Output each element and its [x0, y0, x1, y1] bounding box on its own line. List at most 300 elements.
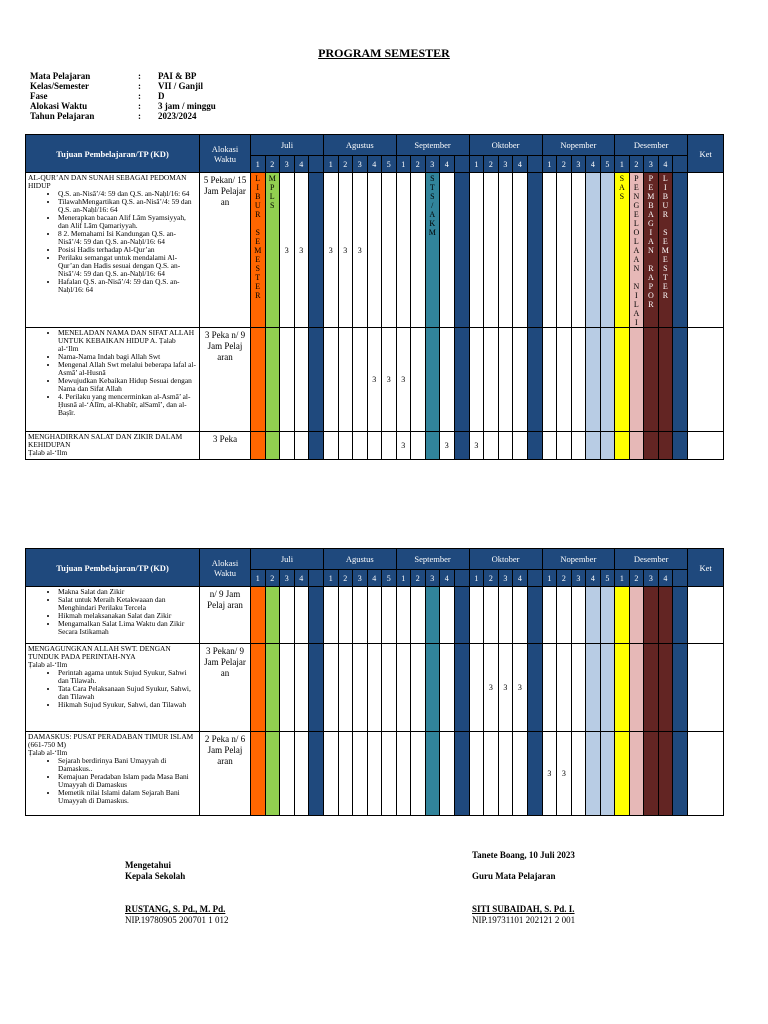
separator-cell — [527, 644, 542, 732]
week-cell — [600, 587, 615, 644]
week-number: 1 — [324, 156, 339, 173]
week-cell — [542, 173, 557, 328]
week-cell — [324, 732, 339, 816]
week-cell — [469, 328, 484, 432]
week-cell — [571, 732, 586, 816]
week-number: 1 — [542, 570, 557, 587]
info-row: Mata Pelajaran : PAI & BP — [30, 71, 197, 81]
week-cell — [367, 173, 382, 328]
week-number: 4 — [294, 570, 309, 587]
week-cell — [382, 732, 397, 816]
separator-cell — [309, 732, 324, 816]
week-cell — [251, 587, 266, 644]
week-cell — [367, 644, 382, 732]
week-cell: 3 — [353, 173, 368, 328]
program-table-1 — [25, 134, 724, 460]
week-cell — [367, 432, 382, 460]
week-number: 5 — [382, 156, 397, 173]
week-cell — [615, 732, 630, 816]
week-number: 3 — [425, 156, 440, 173]
week-cell — [324, 644, 339, 732]
week-cell: 3 — [294, 173, 309, 328]
header-alokasi: Alokasi Waktu — [200, 135, 251, 173]
tp-item: • 4. Perilaku yang mencerminkan al-Asmā’ al-Ḥusnā al-‘Alīm, al-Khabīr, alSamī’, dan al-Baṣīr. — [58, 393, 197, 417]
table-row — [26, 173, 724, 328]
week-number: 3 — [571, 156, 586, 173]
table-row — [26, 732, 724, 816]
separator-cell — [673, 732, 688, 816]
separator-cell — [527, 432, 542, 460]
week-cell — [265, 587, 280, 644]
week-cell — [382, 644, 397, 732]
month-header: Desember — [615, 135, 688, 156]
tp-title: MENGHADIRKAN SALAT DAN ZIKIR DALAM KEHIDUPAN — [28, 432, 183, 449]
week-cell — [557, 644, 572, 732]
week-cell: 3 — [484, 644, 499, 732]
week-cell — [498, 432, 513, 460]
week-number: 4 — [586, 156, 601, 173]
tp-item: • Mengenal Allah Swt melalui beberapa lafal al-Asmā’ al-Husnā — [58, 361, 197, 377]
week-number: 2 — [629, 570, 644, 587]
week-cell — [484, 328, 499, 432]
week-cell — [425, 328, 440, 432]
tp-cell — [26, 587, 200, 644]
week-cell — [338, 328, 353, 432]
week-cell: 3 — [513, 644, 528, 732]
week-cell — [586, 173, 601, 328]
tp-item: • Perilaku semangat untuk mendalami Al-Qur’an dan Hadis sesuai dengan Q.S. an-Nisā’/4: 59 dan Q.S. an-Naḥl/16: 64 — [58, 254, 197, 278]
week-cell — [353, 328, 368, 432]
signature-left: Mengetahui Kepala Sekolah RUSTANG, S. Pd., M. Pd. NIP.19780905 200701 1 012 — [125, 860, 229, 925]
week-cell — [353, 587, 368, 644]
week-number: 1 — [615, 570, 630, 587]
week-cell — [396, 173, 411, 328]
week-cell: 3 — [367, 328, 382, 432]
alokasi-cell: 3 Peka n/ 9 Jam Pelaj aran — [200, 328, 251, 432]
ket-cell — [688, 644, 724, 732]
ket-cell — [688, 432, 724, 460]
week-number: 4 — [658, 156, 673, 173]
info-row: Alokasi Waktu : 3 jam / minggu — [30, 101, 216, 111]
week-cell — [658, 587, 673, 644]
week-cell — [571, 587, 586, 644]
tp-item: • TilawahMengartikan Q.S. an-Nisā’/4: 59 dan Q.S. an-Naḥl/16: 64 — [58, 198, 197, 214]
week-cell: S A S — [615, 173, 630, 328]
week-cell — [367, 732, 382, 816]
separator-cell — [454, 644, 469, 732]
week-cell — [469, 173, 484, 328]
month-header: September — [396, 549, 469, 570]
week-number: 2 — [265, 570, 280, 587]
info-row: Tahun Pelajaran : 2023/2024 — [30, 111, 197, 121]
week-number: 2 — [411, 156, 426, 173]
week-cell — [440, 587, 455, 644]
week-cell — [440, 644, 455, 732]
week-cell — [658, 644, 673, 732]
week-cell — [338, 732, 353, 816]
header-ket: Ket — [688, 135, 724, 173]
separator-cell — [673, 432, 688, 460]
week-cell — [629, 587, 644, 644]
week-number: 3 — [280, 570, 295, 587]
tp-item: • Menerapkan bacaan Alif Lām Syamsiyyah, dan Alif Lām Qamariyyah. — [58, 214, 197, 230]
week-number: 2 — [265, 156, 280, 173]
tp-item: • Salat untuk Meraih Ketakwaaan dan Menghindari Perilaku Tercela — [58, 596, 197, 612]
tp-item: • Nama-Nama Indah bagi Allah Swt — [58, 353, 197, 361]
month-header: September — [396, 135, 469, 156]
week-cell — [280, 644, 295, 732]
tp-cell — [26, 173, 200, 328]
week-number: 3 — [644, 156, 659, 173]
week-number: 2 — [338, 156, 353, 173]
tp-title: AL-QUR’AN DAN SUNAH SEBAGAI PEDOMAN HIDUP — [28, 173, 187, 190]
week-cell — [251, 732, 266, 816]
week-cell — [513, 328, 528, 432]
week-cell — [629, 432, 644, 460]
week-cell: S T S / A K M — [425, 173, 440, 328]
week-cell — [586, 587, 601, 644]
week-cell — [615, 587, 630, 644]
week-cell — [629, 732, 644, 816]
week-cell: 3 — [469, 432, 484, 460]
info-block — [30, 71, 216, 121]
week-cell — [658, 732, 673, 816]
week-cell — [396, 587, 411, 644]
week-cell — [251, 432, 266, 460]
week-cell — [280, 732, 295, 816]
month-header: Oktober — [469, 549, 542, 570]
week-number: 3 — [353, 156, 368, 173]
week-cell — [513, 587, 528, 644]
headmaster-name: RUSTANG, S. Pd., M. Pd. — [125, 904, 226, 914]
week-cell: L I B U R S E M E S T E R — [251, 173, 266, 328]
week-number: 2 — [629, 156, 644, 173]
separator-cell — [527, 732, 542, 816]
tp-cell — [26, 644, 200, 732]
week-cell — [411, 328, 426, 432]
week-cell — [600, 432, 615, 460]
week-cell — [265, 328, 280, 432]
week-cell — [498, 587, 513, 644]
week-number: 1 — [324, 570, 339, 587]
week-cell: 3 — [338, 173, 353, 328]
week-number: 4 — [586, 570, 601, 587]
week-cell: 3 — [396, 432, 411, 460]
week-cell — [353, 732, 368, 816]
week-cell — [557, 587, 572, 644]
week-cell — [600, 732, 615, 816]
week-cell — [280, 432, 295, 460]
week-cell — [571, 432, 586, 460]
separator-cell — [673, 644, 688, 732]
tp-item: • Perintah agama untuk Sujud Syukur, Sahwi dan Tilawah. — [58, 669, 197, 685]
week-cell — [644, 644, 659, 732]
week-cell — [324, 328, 339, 432]
tp-item: • 8 2. Memahami Isi Kandungan Q.S. an-Nisā’/4: 59 dan Q.S. an-Naḥl/16: 64 — [58, 230, 197, 246]
week-cell — [294, 587, 309, 644]
week-cell — [571, 328, 586, 432]
week-number: 4 — [513, 570, 528, 587]
week-number: 2 — [338, 570, 353, 587]
month-header: Oktober — [469, 135, 542, 156]
tp-item: • MENELADAN NAMA DAN SIFAT ALLAH UNTUK KEBAIKAN HIDUP A. Ṭalab al-‘Ilm — [58, 329, 197, 353]
tp-item: • Posisi Hadis terhadap Al-Qur’an — [58, 246, 197, 254]
week-cell — [484, 732, 499, 816]
week-number: 3 — [571, 570, 586, 587]
week-number: 1 — [542, 156, 557, 173]
separator-cell — [454, 732, 469, 816]
separator-cell — [673, 587, 688, 644]
tp-cell — [26, 732, 200, 816]
week-cell — [542, 328, 557, 432]
week-cell: P E N G E L O L A A N N I L A I — [629, 173, 644, 328]
week-cell: 3 — [324, 173, 339, 328]
week-cell — [542, 587, 557, 644]
week-cell — [658, 432, 673, 460]
header-tp: Tujuan Pembelajaran/TP (KD) — [26, 549, 200, 587]
week-number: 4 — [367, 156, 382, 173]
week-cell — [425, 732, 440, 816]
week-number: 5 — [600, 570, 615, 587]
week-number: 3 — [425, 570, 440, 587]
week-cell — [484, 432, 499, 460]
tp-item: • Kemajuan Peradaban Islam pada Masa Bani Umayyah di Damaskus — [58, 773, 197, 789]
week-cell — [294, 644, 309, 732]
week-cell — [367, 587, 382, 644]
week-cell — [425, 432, 440, 460]
week-cell: 3 — [542, 732, 557, 816]
week-cell — [411, 644, 426, 732]
week-cell — [513, 432, 528, 460]
alokasi-cell: n/ 9 Jam Pelaj aran — [200, 587, 251, 644]
alokasi-cell: 3 Pekan/ 9 Jam Pelajar an — [200, 644, 251, 732]
week-number: 2 — [557, 570, 572, 587]
week-cell — [600, 173, 615, 328]
document-title: PROGRAM SEMESTER — [318, 46, 450, 60]
week-cell — [294, 432, 309, 460]
week-cell — [338, 432, 353, 460]
ket-cell — [688, 587, 724, 644]
week-cell — [294, 732, 309, 816]
separator-cell — [309, 432, 324, 460]
week-number: 1 — [469, 156, 484, 173]
tp-title: MENGAGUNGKAN ALLAH SWT. DENGAN TUNDUK PADA PERINTAH-NYA — [28, 644, 171, 661]
week-cell — [644, 732, 659, 816]
week-number: 1 — [469, 570, 484, 587]
month-header: Desember — [615, 549, 688, 570]
tp-sub: Ṭalab al-‘Ilm — [28, 448, 68, 457]
week-cell: 3 — [280, 173, 295, 328]
tp-cell — [26, 432, 200, 460]
separator-cell — [454, 173, 469, 328]
week-number: 3 — [353, 570, 368, 587]
tp-item: • Memetik nilai Islami dalam Sejarah Bani Umayyah di Damaskus. — [58, 789, 197, 805]
week-cell: L I B U R S E M E S T E R — [658, 173, 673, 328]
tp-item: • Mewujudkan Kebaikan Hidup Sesuai dengan Nama dan Sifat Allah — [58, 377, 197, 393]
week-cell — [411, 432, 426, 460]
week-cell — [586, 432, 601, 460]
week-cell — [294, 328, 309, 432]
week-cell — [396, 732, 411, 816]
ket-cell — [688, 732, 724, 816]
week-cell — [557, 173, 572, 328]
week-cell — [440, 732, 455, 816]
week-number: 2 — [557, 156, 572, 173]
week-cell — [353, 644, 368, 732]
tp-item: • Makna Salat dan Zikir — [58, 588, 197, 596]
separator-cell — [527, 587, 542, 644]
week-cell: 3 — [382, 328, 397, 432]
week-cell — [513, 173, 528, 328]
week-cell — [469, 732, 484, 816]
separator-cell — [309, 587, 324, 644]
header-ket: Ket — [688, 549, 724, 587]
week-cell — [425, 587, 440, 644]
week-number: 1 — [396, 570, 411, 587]
week-cell — [484, 587, 499, 644]
week-number: 4 — [440, 570, 455, 587]
table-row — [26, 328, 724, 432]
week-cell — [411, 587, 426, 644]
week-cell: P E M B A G I A N R A P O R — [644, 173, 659, 328]
week-cell — [658, 328, 673, 432]
week-cell: 3 — [440, 432, 455, 460]
week-cell — [338, 644, 353, 732]
week-number: 5 — [600, 156, 615, 173]
week-number: 4 — [440, 156, 455, 173]
separator-cell — [309, 173, 324, 328]
week-cell — [644, 328, 659, 432]
table-row — [26, 644, 724, 732]
week-cell — [265, 644, 280, 732]
info-row: Fase : D — [30, 91, 165, 101]
tp-sub: Ṭalab al-‘Ilm — [28, 748, 68, 757]
tp-item: • Sejarah berdirinya Bani Umayyah di Damaskus.. — [58, 757, 197, 773]
month-header: Juli — [251, 549, 324, 570]
week-number: 1 — [396, 156, 411, 173]
tp-item: • Hikmah Sujud Syukur, Sahwi, dan Tilawah — [58, 701, 197, 709]
week-number: 2 — [484, 570, 499, 587]
week-cell — [586, 644, 601, 732]
week-cell — [484, 173, 499, 328]
tp-item: • Q.S. an-Nisā’/4: 59 dan Q.S. an-Naḥl/16: 64 — [58, 190, 197, 198]
month-header: Nopember — [542, 549, 615, 570]
week-number: 4 — [294, 156, 309, 173]
week-cell — [440, 328, 455, 432]
week-cell — [382, 173, 397, 328]
week-number: 5 — [382, 570, 397, 587]
week-number: 4 — [658, 570, 673, 587]
month-header: Agustus — [324, 549, 397, 570]
alokasi-cell: 5 Pekan/ 15 Jam Pelajar an — [200, 173, 251, 328]
tp-title: DAMASKUS: PUSAT PERADABAN TIMUR ISLAM (661-750 M) — [28, 732, 194, 749]
week-number: 3 — [644, 570, 659, 587]
alokasi-cell: 2 Peka n/ 6 Jam Pelaj aran — [200, 732, 251, 816]
week-cell — [469, 587, 484, 644]
tp-cell — [26, 328, 200, 432]
tp-item: • Hafalan Q.S. an-Nisā’/4: 59 dan Q.S. an-Naḥl/16: 64 — [58, 278, 197, 294]
week-cell: 3 — [557, 732, 572, 816]
week-cell — [557, 328, 572, 432]
header-tp: Tujuan Pembelajaran/TP (KD) — [26, 135, 200, 173]
week-number: 2 — [411, 570, 426, 587]
week-number: 4 — [513, 156, 528, 173]
week-cell — [396, 644, 411, 732]
month-header: Nopember — [542, 135, 615, 156]
week-number: 1 — [615, 156, 630, 173]
separator-cell — [454, 432, 469, 460]
week-cell — [542, 432, 557, 460]
separator-cell — [673, 328, 688, 432]
separator-cell — [454, 328, 469, 432]
info-row: Kelas/Semester : VII / Ganjil — [30, 81, 204, 91]
week-number: 1 — [251, 156, 266, 173]
week-cell — [542, 644, 557, 732]
week-cell — [586, 732, 601, 816]
week-cell — [615, 432, 630, 460]
month-header: Juli — [251, 135, 324, 156]
week-cell — [644, 587, 659, 644]
week-cell — [498, 173, 513, 328]
separator-cell — [454, 587, 469, 644]
week-number: 1 — [251, 570, 266, 587]
week-number: 4 — [367, 570, 382, 587]
month-header: Agustus — [324, 135, 397, 156]
separator-cell — [309, 644, 324, 732]
week-cell — [382, 432, 397, 460]
week-cell: 3 — [498, 644, 513, 732]
week-cell — [265, 732, 280, 816]
week-cell — [586, 328, 601, 432]
alokasi-cell: 3 Peka — [200, 432, 251, 460]
week-cell — [411, 173, 426, 328]
week-number: 2 — [484, 156, 499, 173]
headmaster-nip: NIP.19780905 200701 1 012 — [125, 915, 229, 925]
week-cell — [411, 732, 426, 816]
separator-cell — [309, 328, 324, 432]
week-cell — [265, 432, 280, 460]
teacher-name: SITI SUBAIDAH, S. Pd. I. — [472, 904, 575, 914]
week-cell — [382, 587, 397, 644]
week-cell — [513, 732, 528, 816]
week-cell — [324, 432, 339, 460]
week-cell: M P L S — [265, 173, 280, 328]
week-cell — [615, 328, 630, 432]
week-cell: 3 — [396, 328, 411, 432]
week-cell — [644, 432, 659, 460]
week-cell — [324, 587, 339, 644]
separator-cell — [527, 173, 542, 328]
tp-item: • Mengamalkan Salat Lima Waktu dan Zikir Secara Istikamah — [58, 620, 197, 636]
program-table-2 — [25, 548, 724, 816]
week-cell — [251, 328, 266, 432]
week-number: 3 — [280, 156, 295, 173]
tp-item: • Hikmah melaksanakan Salat dan Zikir — [58, 612, 197, 620]
week-cell — [629, 328, 644, 432]
separator-cell — [673, 173, 688, 328]
week-cell — [629, 644, 644, 732]
week-cell — [571, 173, 586, 328]
tp-sub: Ṭalab al-‘Ilm — [28, 660, 68, 669]
week-cell — [251, 644, 266, 732]
tp-item: • Tata Cara Pelaksanaan Sujud Syukur, Sahwi, dan Tilawah — [58, 685, 197, 701]
week-cell — [440, 173, 455, 328]
teacher-nip: NIP.19731101 202121 2 001 — [472, 915, 576, 925]
week-cell — [600, 644, 615, 732]
week-cell — [280, 587, 295, 644]
week-cell — [280, 328, 295, 432]
table-row — [26, 432, 724, 460]
